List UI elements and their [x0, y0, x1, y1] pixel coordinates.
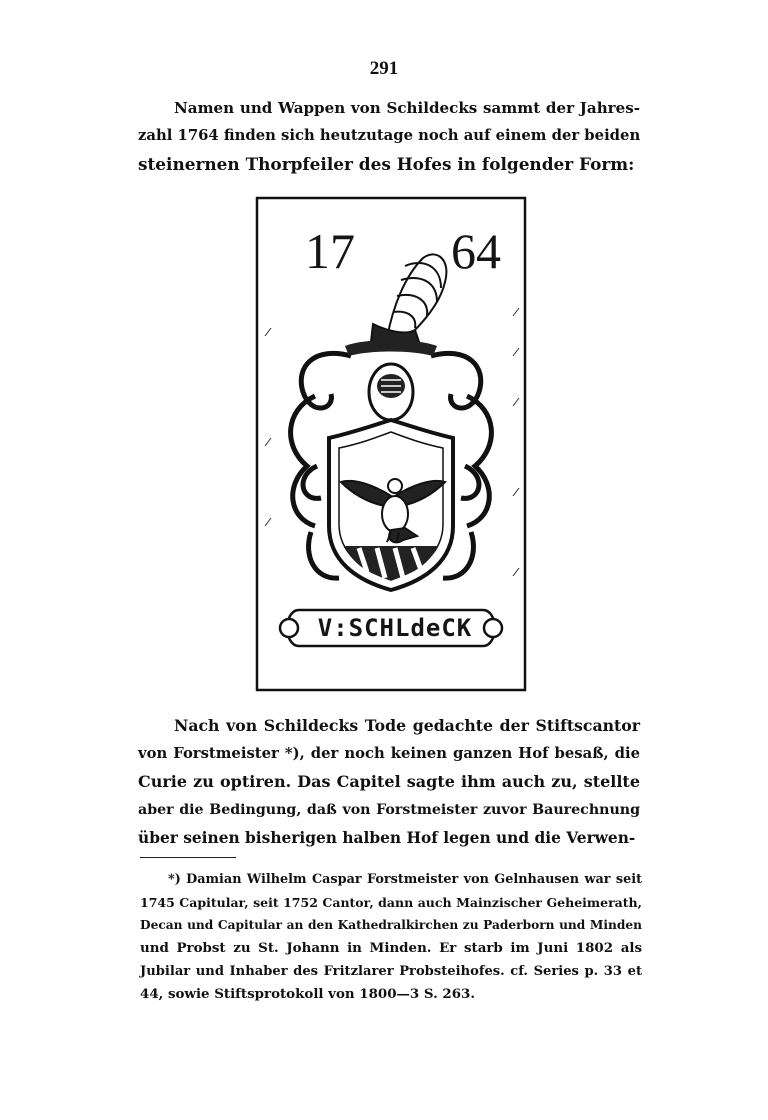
- scroll-inscription: V:SCHLdeCK: [317, 614, 473, 642]
- footnote-line: Jubilar und Inhaber des Fritzlarer Probsteihofes. cf. Series p. 33 et: [140, 964, 642, 979]
- footnote-line: Decan und Capitular an den Kathedralkirchen zu Paderborn und Minden: [140, 918, 642, 932]
- intro-paragraph: [138, 94, 640, 178]
- text-line: Namen und Wappen von Schildecks sammt der Jahres-: [174, 99, 640, 117]
- body-paragraph: [138, 712, 640, 852]
- page-number: 291: [369, 58, 399, 79]
- coat-of-arms-illustration: [255, 196, 527, 692]
- text-line: zahl 1764 finden sich heutzutage noch auf einem der beiden: [138, 127, 641, 144]
- text-line: Curie zu optiren. Das Capitel sagte ihm auch zu, stellte: [138, 772, 640, 791]
- footnote-line: *) Damian Wilhelm Caspar Forstmeister von Gelnhausen war seit: [168, 872, 642, 887]
- text-line: steinernen Thorpfeiler des Hofes in folgender Form:: [138, 154, 635, 174]
- footnote-line: 44, sowie Stiftsprotokoll von 1800—3 S. 263.: [140, 986, 476, 1002]
- text-line: Nach von Schildecks Tode gedachte der Stiftscantor: [174, 716, 640, 735]
- footnote-divider: [140, 857, 236, 858]
- text-line: aber die Bedingung, daß von Forstmeister zuvor Baurechnung: [138, 802, 640, 818]
- footnote-line: und Probst zu St. Johann in Minden. Er starb im Juni 1802 als: [140, 940, 642, 956]
- footnote-line: 1745 Capitular, seit 1752 Cantor, dann auch Mainzischer Geheimerath,: [140, 895, 642, 910]
- text-line: über seinen bisherigen halben Hof legen und die Verwen-: [138, 829, 636, 847]
- text-line: von Forstmeister *), der noch keinen ganzen Hof besaß, die: [138, 745, 640, 762]
- year-digits-left: 17: [305, 223, 355, 279]
- crest-wing: [371, 254, 446, 342]
- year-digits-right: 64: [451, 223, 501, 279]
- footnote: [140, 868, 642, 1006]
